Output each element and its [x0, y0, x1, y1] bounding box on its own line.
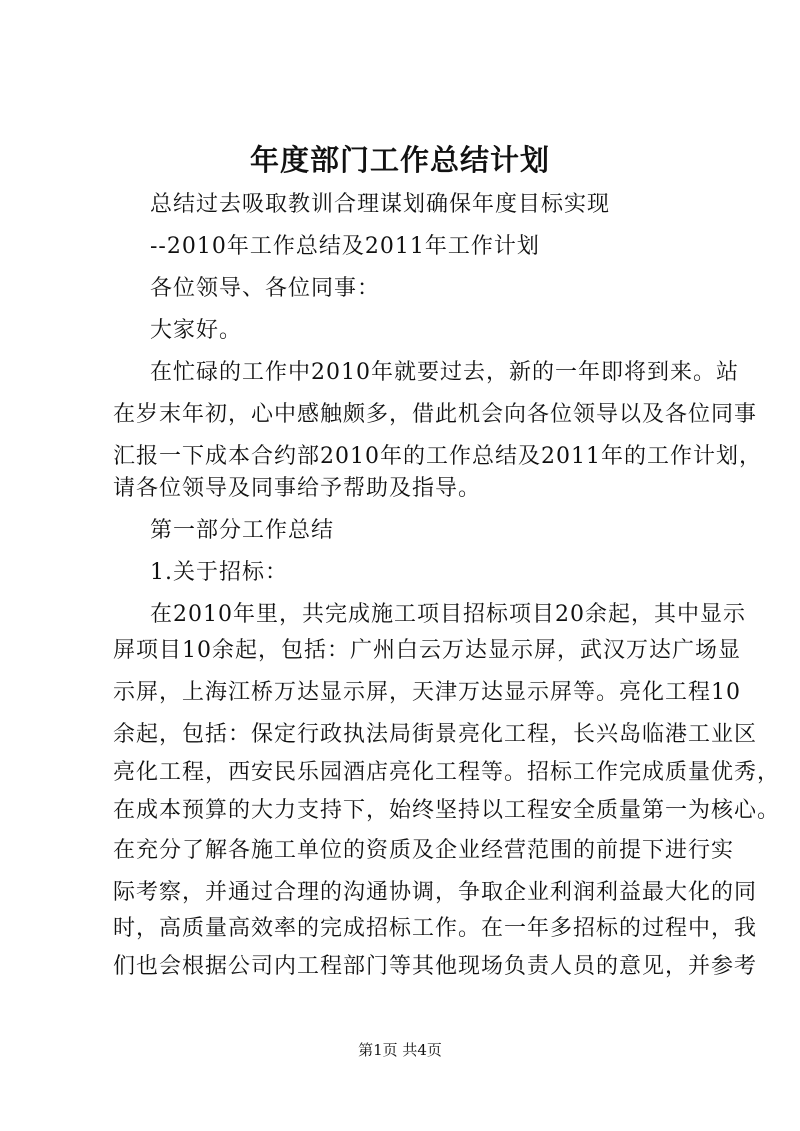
- paragraph-line: 们也会根据公司内工程部门等其他现场负责人员的意见，并参考: [113, 954, 758, 979]
- section-heading: 第一部分工作总结: [150, 518, 335, 543]
- subtitle-years: --2010年工作总结及2011年工作计划: [150, 234, 540, 259]
- document-title: 年度部门工作总结计划: [249, 143, 550, 177]
- paragraph-line: 请各位领导及同事给予帮助及指导。: [113, 476, 482, 501]
- paragraph-line: 在岁末年初，心中感触颇多，借此机会向各位领导以及各位同事: [113, 402, 758, 427]
- page-number: 第1页 共4页: [358, 1041, 442, 1059]
- salutation: 各位领导、各位同事：: [150, 276, 381, 301]
- paragraph-line: 余起，包括：保定行政执法局街景亮化工程，长兴岛临港工业区: [113, 722, 758, 747]
- greeting: 大家好。: [150, 318, 243, 343]
- paragraph-line: 在忙碌的工作中2010年就要过去，新的一年即将到来。站: [150, 360, 739, 385]
- item-heading: 1.关于招标：: [150, 560, 288, 585]
- paragraph-line: 屏项目10余起，包括：广州白云万达显示屏，武汉万达广场显: [113, 638, 741, 663]
- subtitle: 总结过去吸取教训合理谋划确保年度目标实现: [150, 192, 611, 217]
- paragraph-line: 在充分了解各施工单位的资质及企业经营范围的前提下进行实: [113, 838, 735, 863]
- paragraph-line: 在2010年里，共完成施工项目招标项目20余起，其中显示: [150, 602, 746, 627]
- paragraph-line: 时，高质量高效率的完成招标工作。在一年多招标的过程中，我: [113, 916, 758, 941]
- paragraph-line: 际考察，并通过合理的沟通协调，争取企业利润利益最大化的同: [113, 880, 758, 905]
- paragraph-line: 示屏，上海江桥万达显示屏，天津万达显示屏等。亮化工程10: [113, 680, 741, 705]
- paragraph-line: 亮化工程，西安民乐园酒店亮化工程等。招标工作完成质量优秀，: [113, 760, 781, 785]
- paragraph-line: 汇报一下成本合约部2010年的工作总结及2011年的工作计划，: [113, 444, 762, 469]
- paragraph-line: 在成本预算的大力支持下，始终坚持以工程安全质量第一为核心。: [113, 798, 781, 823]
